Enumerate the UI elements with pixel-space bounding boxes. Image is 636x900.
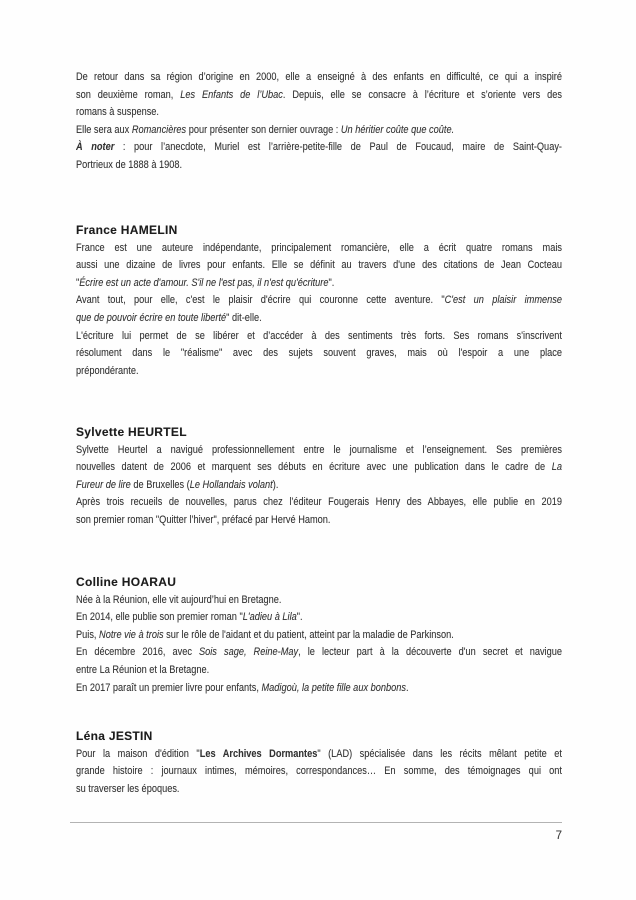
text-run: ". [296,611,303,624]
text-run: son deuxième roman, [76,88,181,101]
text-run: Sois sage, Reine-May [198,646,299,659]
text-run: son premier roman "Quitter l’hiver", préfacé par Hervé Hamon. [76,513,331,526]
text-run: ". [328,276,335,289]
text-run: C'est un plaisir immense [444,294,562,307]
text-line [76,609,562,627]
text-line [76,69,562,87]
text-run: Les Archives Dormantes [199,747,318,760]
text-line [76,746,562,764]
text-line [76,157,562,175]
text-run: L'adieu à Lila [242,611,297,624]
section-jestin [76,728,636,798]
text-line [76,275,562,293]
text-run: su traverser les époques. [76,782,180,795]
text-line [76,122,562,140]
text-line [76,240,562,258]
text-line [76,345,562,363]
text-line [76,310,562,328]
text-line [76,87,562,105]
text-line [76,592,562,610]
section-heurtel [76,424,636,530]
text-line [76,662,562,680]
text-run: La [551,461,562,474]
text-line [76,512,562,530]
text-line [76,477,562,495]
text-run: prépondérante. [76,364,139,377]
text-run: France est une auteure indépendante, principalement romancière, elle a écrit quatre romans mais [76,241,562,254]
text-run: En 2014, elle publie son premier roman " [76,611,243,624]
text-run: , le lecteur part à la découverte d'un secret et navigue [298,646,562,659]
text-run: nouvelles datent de 2006 et marquent ses débuts en écriture avec une publication dans le cadre de [76,461,552,474]
text-run: Notre vie à trois [99,628,164,641]
text-line [76,459,562,477]
text-run: : pour l’anecdote, Muriel est l’arrière-petite-fille de Paul de Foucaud, maire de Saint-Quay- [114,141,562,154]
text-run: aussi une dizaine de livres pour enfants. Elle se définit au travers d'une des citations de Jean Cocteau [76,259,562,272]
text-run: . [405,681,409,694]
text-line [76,781,562,799]
section-hoarau [76,574,636,697]
text-run: Portrieux de 1888 à 1908. [76,158,183,171]
section-heading: France HAMELIN [76,223,178,237]
section-hamelin [76,222,636,380]
text-run: Avant tout, pour elle, c'est le plaisir d'écrire qui couronne cette aventure. " [76,294,445,307]
text-line [76,763,562,781]
text-line [76,328,562,346]
text-run: À noter [76,141,115,154]
text-run: sur le rôle de l'aidant et du patient, atteint par la maladie de Parkinson. [163,628,454,641]
text-run: Pour la maison d'édition " [76,747,200,760]
text-run: Après trois recueils de nouvelles, parus chez l’éditeur Fougerais Henry des Abbayes, elle publie en 2019 [76,496,562,509]
text-run: Madigoù, la petite fille aux bonbons [261,681,406,694]
text-run: Le Hollandais volant [189,478,273,491]
text-run: entre La Réunion et la Bretagne. [76,663,210,676]
text-run: ). [272,478,279,491]
text-run: Romancières [131,123,187,136]
text-run: En 2017 paraît un premier livre pour enfants, [76,681,262,694]
text-run: Née à la Réunion, elle vit aujourd’hui en Bretagne. [76,593,282,606]
section-heading: Léna JESTIN [76,729,153,743]
text-run: . Depuis, elle se consacre à l’écriture et s’oriente vers des [282,88,562,101]
text-line [76,680,562,698]
text-run: Les Enfants de l’Ubac [180,88,283,101]
text-run: pour présenter son dernier ouvrage : [186,123,341,136]
text-run: romans à suspense. [76,106,160,119]
text-line [76,627,562,645]
text-run: que de pouvoir écrire en toute liberté [76,311,227,324]
text-run: Puis, [76,628,100,641]
footer-rule [70,822,562,823]
text-run: grande histoire : journaux intimes, mémoires, correspondances… En somme, des témoignages qui ont [76,765,562,778]
section-heading: Colline HOARAU [76,575,177,589]
text-run: L'écriture lui permet de se libérer et d’accéder à des sentiments très forts. Ses romans s'inscrivent [76,329,562,342]
page-number: 7 [555,830,562,842]
text-line [76,494,562,512]
text-run: " (LAD) spécialisée dans les récits mêlant petite et [317,747,562,760]
text-run: " [76,276,80,289]
text-run: " dit-elle. [226,311,262,324]
text-line [76,139,562,157]
text-run: Un héritier coûte que coûte. [340,123,455,136]
section-intro [76,69,636,175]
text-line [76,363,562,381]
text-line [76,257,562,275]
text-run: résolument dans le "réalisme" avec des sujets souvent graves, mais où l'espoir a une place [76,347,562,360]
text-run: Sylvette Heurtel a navigué professionnellement entre le journalisme et l’enseignement. Ses premières [76,443,562,456]
text-run: Fureur de lire [76,478,131,491]
section-heading: Sylvette HEURTEL [76,425,187,439]
text-line [76,292,562,310]
text-run: Elle sera aux [76,123,132,136]
text-line [76,442,562,460]
text-run: En décembre 2016, avec [76,646,199,659]
text-run: De retour dans sa région d’origine en 2000, elle a enseigné à des enfants en difficulté, ce qui a inspiré [76,71,562,83]
text-run: Écrire est un acte d'amour. S'il ne l'est pas, il n'est qu'écriture [79,276,329,289]
text-line [76,644,562,662]
text-run: de Bruxelles ( [130,478,190,491]
text-line [76,104,562,122]
